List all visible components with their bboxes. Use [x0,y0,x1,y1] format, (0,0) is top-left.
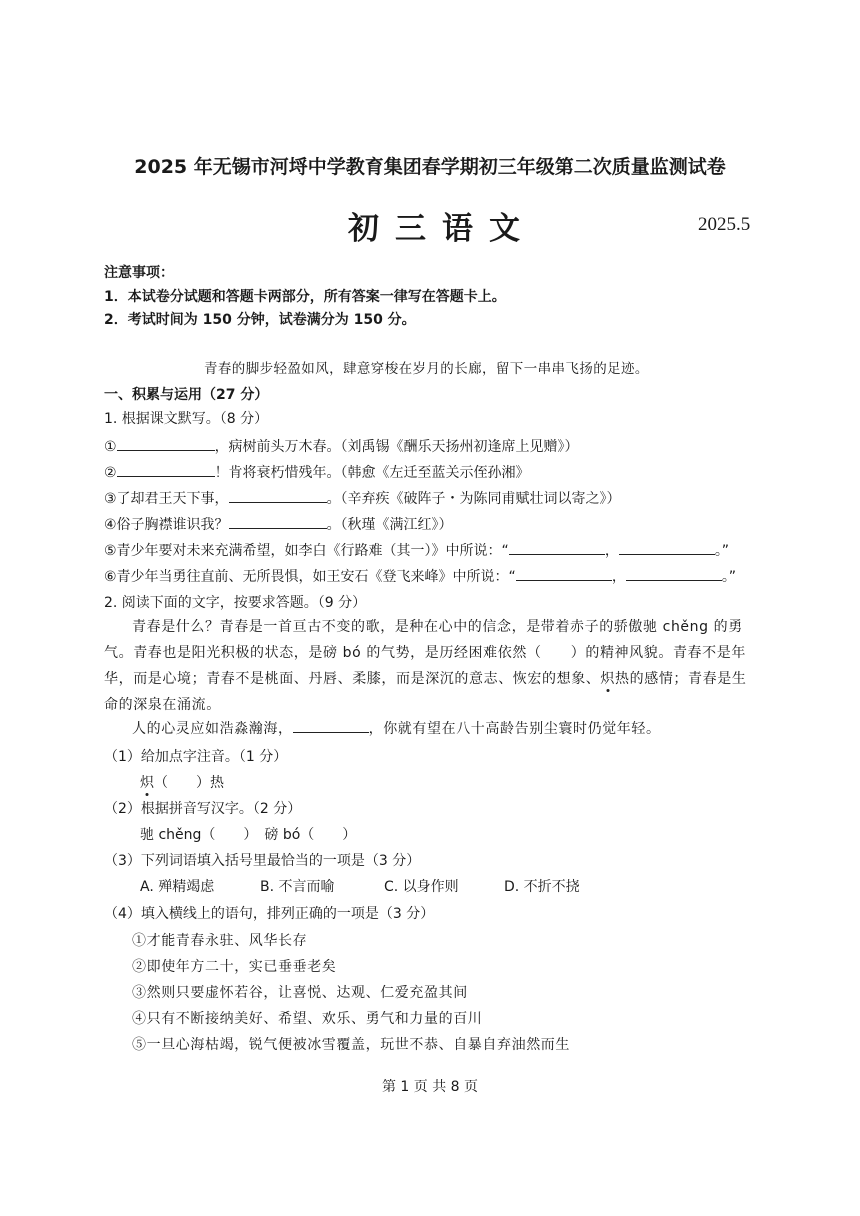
exam-date: 2025.5 [698,214,751,235]
epigraph: 青春的脚步轻盈如风，肆意穿梭在岁月的长廊，留下一串串飞扬的足迹。 [204,361,649,377]
sentence-2: ②即使年方二十，实已垂垂老矣 [132,959,337,975]
answer-blank [619,540,715,555]
option-d: D. 不折不挠 [504,879,580,895]
answer-blank [626,566,722,581]
sentence-4: ④只有不断接纳美好、希望、欢乐、勇气和力量的百川 [132,1011,483,1027]
option-c: C. 以身作则 [384,879,459,895]
question-2-stem: 2. 阅读下面的文字，按要求答题。（9 分） [104,595,367,611]
recite-line-1: ① ，病树前头万木春。（刘禹锡《酬乐天扬州初逢席上见赠》） [104,436,579,456]
dotted-char: 炽 [600,671,616,687]
sub-question-4: （4）填入横线上的语句，排列正确的一项是（3 分） [104,906,435,922]
sub-question-1: （1）给加点字注音。（1 分） [104,749,288,765]
sentence-1: ①才能青春永驻、风华长存 [132,933,308,949]
question-1-stem: 1. 根据课文默写。（8 分） [104,411,269,427]
answer-blank [229,514,327,529]
sub-question-3: （3）下列词语填入括号里最恰当的一项是（3 分） [104,853,421,869]
answer-blank [516,566,612,581]
subject-title: 初三语文 [348,211,536,247]
passage-paragraph-2: 人的心灵应如浩淼瀚海， ，你就有望在八十高龄告别尘寰时仍觉年轻。 [132,718,661,738]
sub-question-2: （2）根据拼音写汉字。（2 分） [104,801,302,817]
answer-blank [229,488,327,503]
notice-item-1: 1．本试卷分试题和答题卡两部分，所有答案一律写在答题卡上。 [104,289,506,305]
section-heading: 一、积累与运用（27 分） [104,387,269,403]
exam-title: 2025 年无锡市河埒中学教育集团春学期初三年级第二次质量监测试卷 [134,156,726,178]
sub-question-2-answer: 驰 chěng（ ） 磅 bó（ ） [140,827,357,843]
recite-line-5: ⑤青少年要对未来充满希望，如李白《行路难（其一）》中所说：“ ， 。” [104,540,729,560]
notice-item-2: 2．考试时间为 150 分钟，试卷满分为 150 分。 [104,312,416,328]
page-footer: 第 1 页 共 8 页 [381,1079,479,1095]
answer-blank [117,462,215,477]
passage-paragraph-1: 青春是什么？青春是一首亘古不变的歌，是种在心中的信念，是带着赤子的骄傲驰 chěng 的勇气。青春也是阳光积极的状态，是磅 bó 的气势，是历经困难依然（ ）的精神风貌。青春不是年华，而是心境；青春不是桃面、丹唇、柔膝，而是深沉的意志、恢宏的想象、炽热的感情；青春是生命的深泉在涌流。 [104,619,747,713]
recite-line-2: ② ！肯将衰朽惜残年。（韩愈《左迁至蓝关示侄孙湘》 [104,462,530,482]
sentence-5: ⑤一旦心海枯竭，锐气便被冰雪覆盖，玩世不恭、自暴自弃油然而生 [132,1037,570,1053]
sentence-3: ③然则只要虚怀若谷，让喜悦、达观、仁爱充盈其间 [132,985,468,1001]
recite-line-4: ④俗子胸襟谁识我？ 。（秋瑾《满江红》） [104,514,453,534]
sub-question-1-answer: 炽（ ）热 [140,775,224,791]
answer-blank [509,540,605,555]
answer-blank [117,436,215,451]
recite-line-3: ③了却君王天下事， 。（辛弃疾《破阵子・为陈同甫赋壮词以寄之》） [104,488,621,508]
notice-heading: 注意事项： [104,265,174,281]
option-b: B. 不言而喻 [260,879,335,895]
option-a: A. 殚精竭虑 [140,879,215,895]
answer-blank [293,718,369,733]
recite-line-6: ⑥青少年当勇往直前、无所畏惧，如王安石《登飞来峰》中所说：“ ， 。” [104,566,736,586]
